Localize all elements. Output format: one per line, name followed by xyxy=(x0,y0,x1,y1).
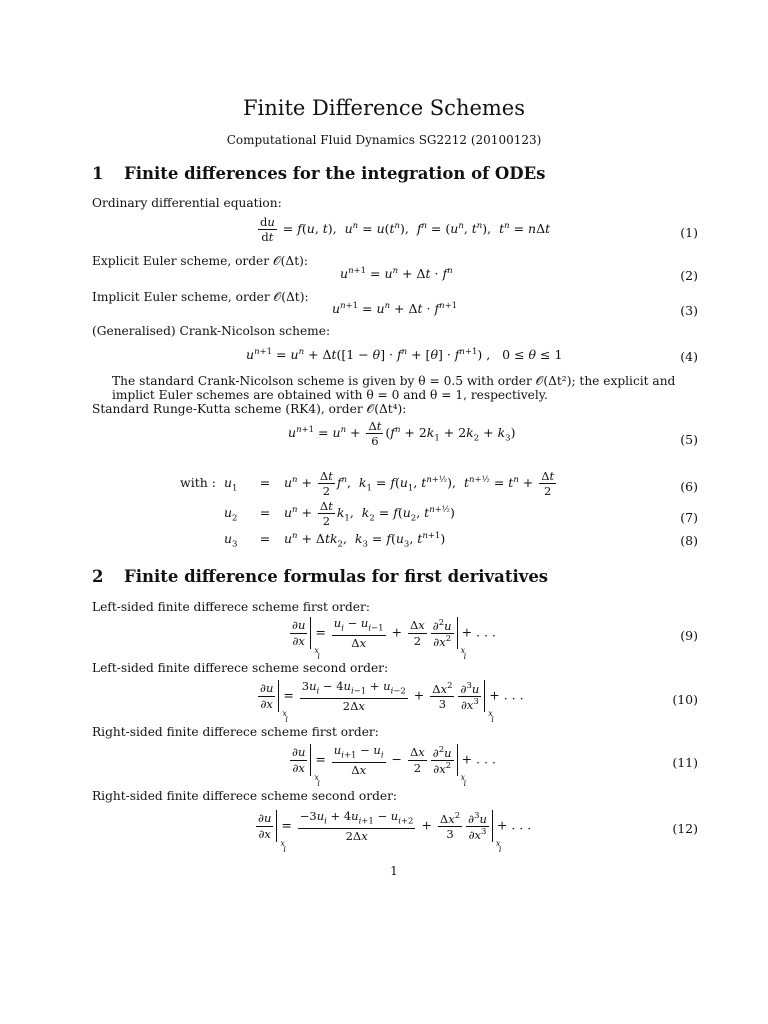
equation-3: $u^{n+1} = u^n + \Delta t \cdot f^{n+1}$ xyxy=(332,301,458,317)
crank-nicolson-note-line-2: implict Euler schemes are obtained with θ = 0 and θ = 1, respectively. xyxy=(112,388,548,402)
equation-number-10: (10) xyxy=(672,692,698,707)
right-second-order-label: Right-sided finite differece scheme second order: xyxy=(92,789,398,803)
document-title: Finite Difference Schemes xyxy=(242,96,526,120)
document-subtitle: Computational Fluid Dynamics SG2212 (20100123) xyxy=(226,133,542,147)
equation-number-4: (4) xyxy=(680,349,698,364)
section-2-title: Finite difference formulas for first derivatives xyxy=(124,567,549,586)
equation-9: $\frac{\partial u}{\partial x}$ x i = $\frac{u_i - u_{i-1}}{\Delta x}$ + $\frac{\Delta x}{2}$ $\frac{\partial^2u}{\partial x^2}$ x i + . . . xyxy=(292,616,496,661)
with-label: with : xyxy=(180,475,216,491)
equation-number-3: (3) xyxy=(680,303,698,318)
equation-11: $\frac{\partial u}{\partial x}$ x i = $\frac{u_{i+1} - u_i}{\Delta x}$ − $\frac{\Delta x}{2}$ $\frac{\partial^2u}{\partial x^2}$ x i + . . . xyxy=(292,743,496,788)
section-2-number: 2 xyxy=(92,567,104,586)
section-1-title: Finite differences for the integration of ODEs xyxy=(124,164,546,183)
equation-number-1: (1) xyxy=(680,225,698,240)
equation-1: $\frac{du}{dt}$ = f(u, t), $u^n = u(t^n)$, $f^n = (u^n$, $t^n$), $t^n = n\Delta t$ xyxy=(260,215,551,245)
ode-label: Ordinary differential equation: xyxy=(92,196,282,210)
explicit-euler-label: Explicit Euler scheme, order 𝒪(Δt): xyxy=(92,254,308,268)
right-first-order-label: Right-sided finite differece scheme first order: xyxy=(92,725,379,739)
crank-nicolson-note-line-1: The standard Crank-Nicolson scheme is given by θ = 0.5 with order 𝒪(Δt²); the explicit and xyxy=(112,374,676,388)
equation-5: $u^{n+1} = u^n$ + $\frac{\Delta t}{6}$ $(f^n + 2k_1 + 2k_2 + k_3)$ xyxy=(288,419,516,449)
equation-number-11: (11) xyxy=(672,755,698,770)
equation-10: $\frac{\partial u}{\partial x}$ x i = $\frac{3u_i - 4u_{i-1} + u_{i-2}}{2\Delta x}$ + $\frac{\Delta x^2}{3}$ $\frac{\partial^3u}{\partial x^3}$ x i + . . . xyxy=(260,679,524,724)
page-number: 1 xyxy=(390,864,398,878)
equation-number-2: (2) xyxy=(680,268,698,283)
equation-number-5: (5) xyxy=(680,432,698,447)
crank-nicolson-label: (Generalised) Crank-Nicolson scheme: xyxy=(92,324,331,338)
equation-number-9: (9) xyxy=(680,628,698,643)
runge-kutta-label: Standard Runge-Kutta scheme (RK4), order 𝒪(Δt⁴): xyxy=(92,402,407,416)
equation-2: $u^{n+1} = u^n + \Delta t \cdot f^n$ xyxy=(340,266,453,282)
equation-8: $u_3 = u^n + \Delta tk_2$, $k_3 = f(u_3$, $t^{n+1}$) xyxy=(223,531,446,550)
equation-number-7: (7) xyxy=(680,510,698,525)
implicit-euler-label: Implicit Euler scheme, order 𝒪(Δt): xyxy=(92,290,309,304)
equation-number-6: (6) xyxy=(680,479,698,494)
equation-number-12: (12) xyxy=(672,821,698,836)
equation-7: $u_2 = u^n$ + $\frac{\Delta t}{2}$ $k_1$, $k_2 = f(u_2$, $t^{n+\frac{1}{2}}$) xyxy=(223,499,455,529)
left-second-order-label: Left-sided finite differece scheme second order: xyxy=(92,661,389,675)
equation-12: $\frac{\partial u}{\partial x}$ x i = $\frac{-3u_i + 4u_{i+1} - u_{i+2}}{2\Delta x}$ + $\frac{\Delta x^2}{3}$ $\frac{\partial^3u}{\partial x^3}$ x i + . . . xyxy=(258,809,532,854)
equation-6: with : $u_1 = u^n$ + $\frac{\Delta t}{2}$ $f^n$, $k_1 = f(u_1$, $t^{n+\frac{1}{2}}$), $t^{n+\frac{1}{2}} = t^n$ + $\frac{\Delta t}{2}$ xyxy=(146,470,558,497)
equation-number-8: (8) xyxy=(680,533,698,548)
section-1-number: 1 xyxy=(92,164,104,183)
left-first-order-label: Left-sided finite differece scheme first order: xyxy=(92,600,370,614)
section-2-heading xyxy=(92,567,548,586)
section-1-heading xyxy=(92,164,545,183)
equation-4: $u^{n+1} = u^n + \Delta t([1 - \theta] \cdot f^n + [\theta] \cdot f^{n+1})$ , 0 ≤ θ ≤ 1 xyxy=(246,347,563,363)
